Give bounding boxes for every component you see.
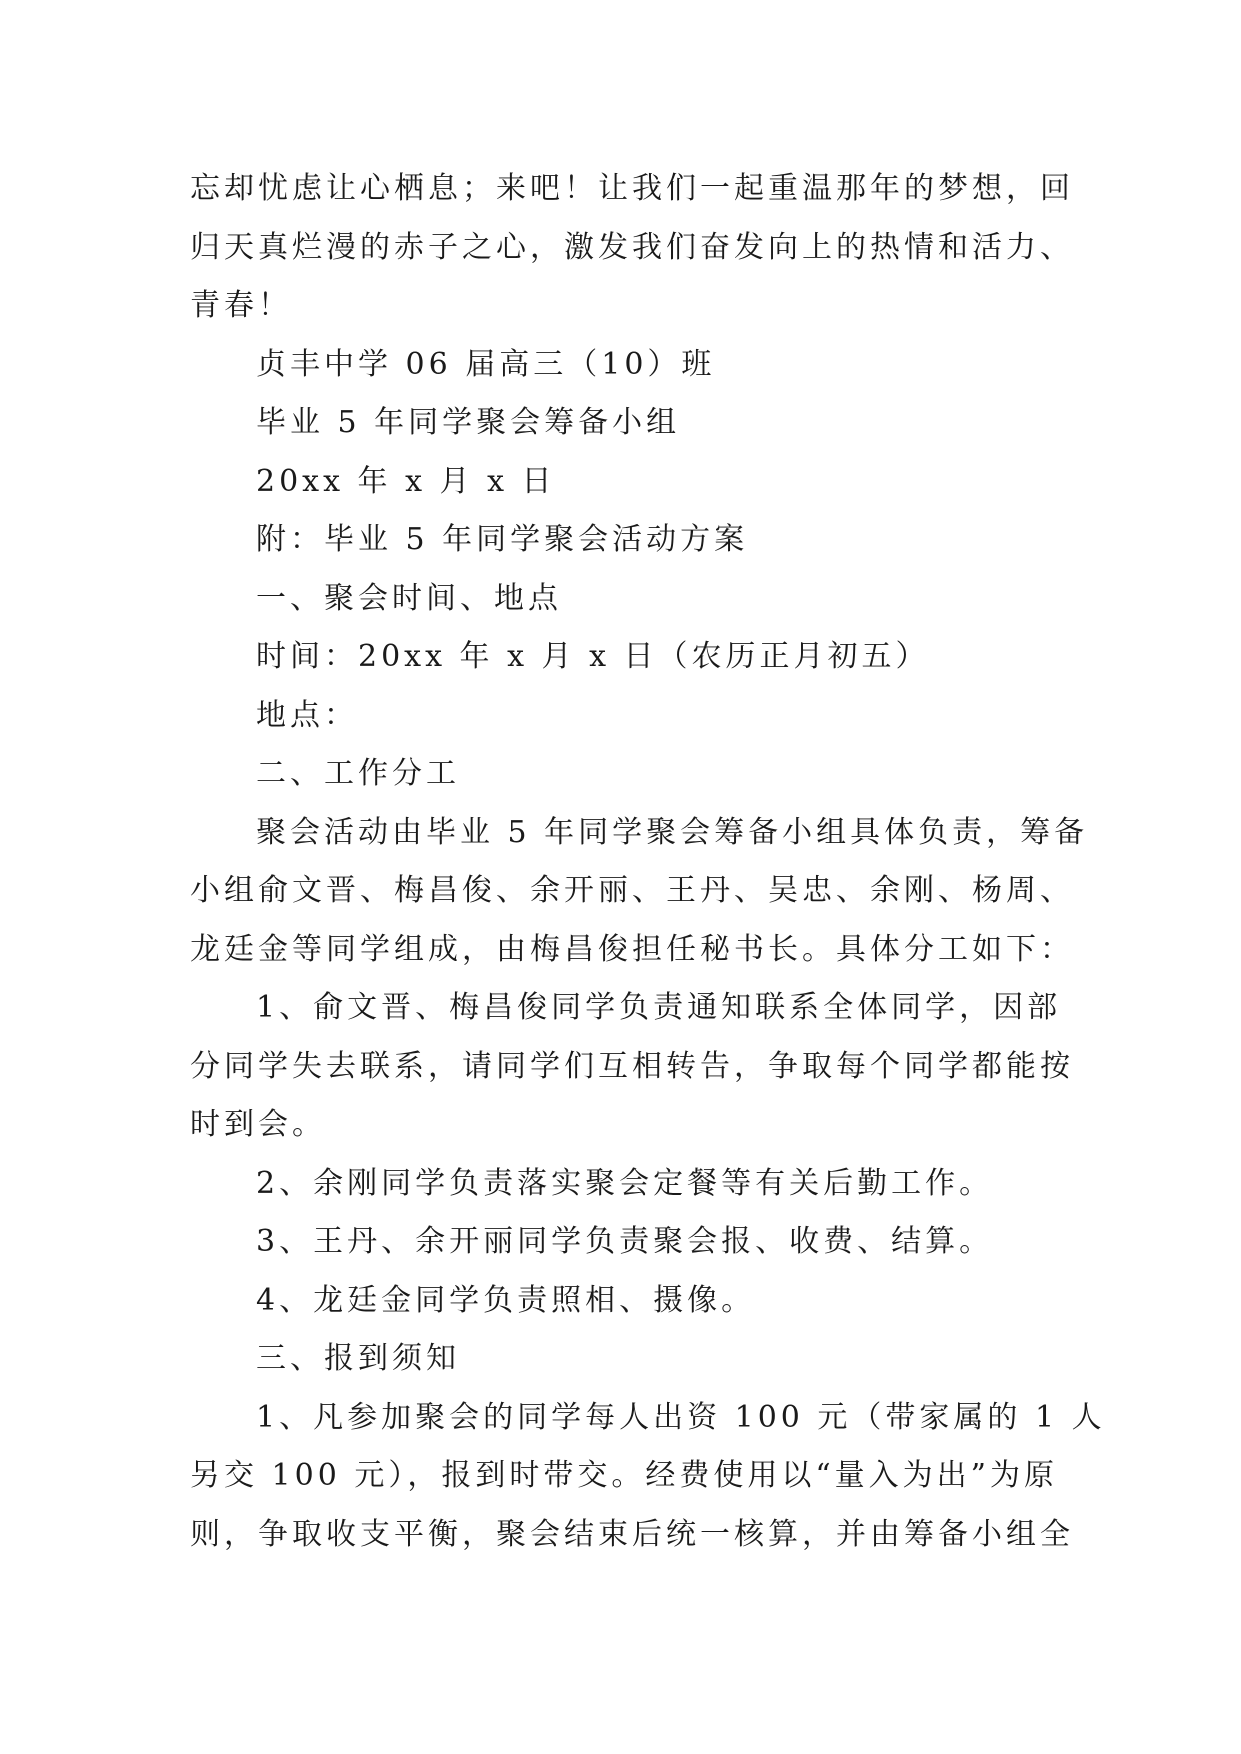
text-line: 三、报到须知 [256, 1341, 460, 1376]
text-line: 忘却忧虑让心栖息；来吧！让我们一起重温那年的梦想，回 [190, 171, 1074, 206]
text-line: 贞丰中学 06 届高三（10）班 [256, 346, 716, 382]
text-line: 龙廷金等同学组成，由梅昌俊担任秘书长。具体分工如下： [190, 931, 1074, 967]
text-line: 20xx 年 x 月 x 日 [256, 463, 556, 499]
text-line: 二、工作分工 [256, 756, 460, 791]
text-line: 毕业 5 年同学聚会筹备小组 [256, 405, 681, 440]
text-line: 地点： [256, 697, 358, 733]
text-line: 则，争取收支平衡，聚会结束后统一核算，并由筹备小组全 [190, 1516, 1074, 1552]
text-line: 另交 100 元），报到时带交。经费使用以“量入为出”为原 [190, 1458, 1059, 1493]
document-body [190, 160, 1106, 1564]
text-line: 一、聚会时间、地点 [256, 580, 562, 616]
text-line: 归天真烂漫的赤子之心，激发我们奋发向上的热情和活力、 [190, 229, 1074, 265]
text-line: 聚会活动由毕业 5 年同学聚会筹备小组具体负责，筹备 [256, 814, 1089, 850]
text-line: 时到会。 [190, 1107, 326, 1142]
text-line: 2、余刚同学负责落实聚会定餐等有关后勤工作。 [256, 1165, 994, 1201]
text-line: 分同学失去联系，请同学们互相转告，争取每个同学都能按 [190, 1048, 1074, 1084]
text-line: 1、俞文晋、梅昌俊同学负责通知联系全体同学，因部 [256, 990, 1062, 1025]
text-line: 附：毕业 5 年同学聚会活动方案 [256, 522, 749, 557]
text-line: 时间：20xx 年 x 月 x 日（农历正月初五） [256, 639, 930, 674]
text-line: 3、王丹、余开丽同学负责聚会报、收费、结算。 [256, 1224, 994, 1259]
text-line: 青春！ [190, 288, 292, 323]
text-line: 4、龙廷金同学负责照相、摄像。 [256, 1282, 756, 1318]
text-line: 1、凡参加聚会的同学每人出资 100 元（带家属的 1 人 [256, 1399, 1106, 1435]
text-line: 小组俞文晋、梅昌俊、余开丽、王丹、吴忠、余刚、杨周、 [190, 873, 1074, 908]
